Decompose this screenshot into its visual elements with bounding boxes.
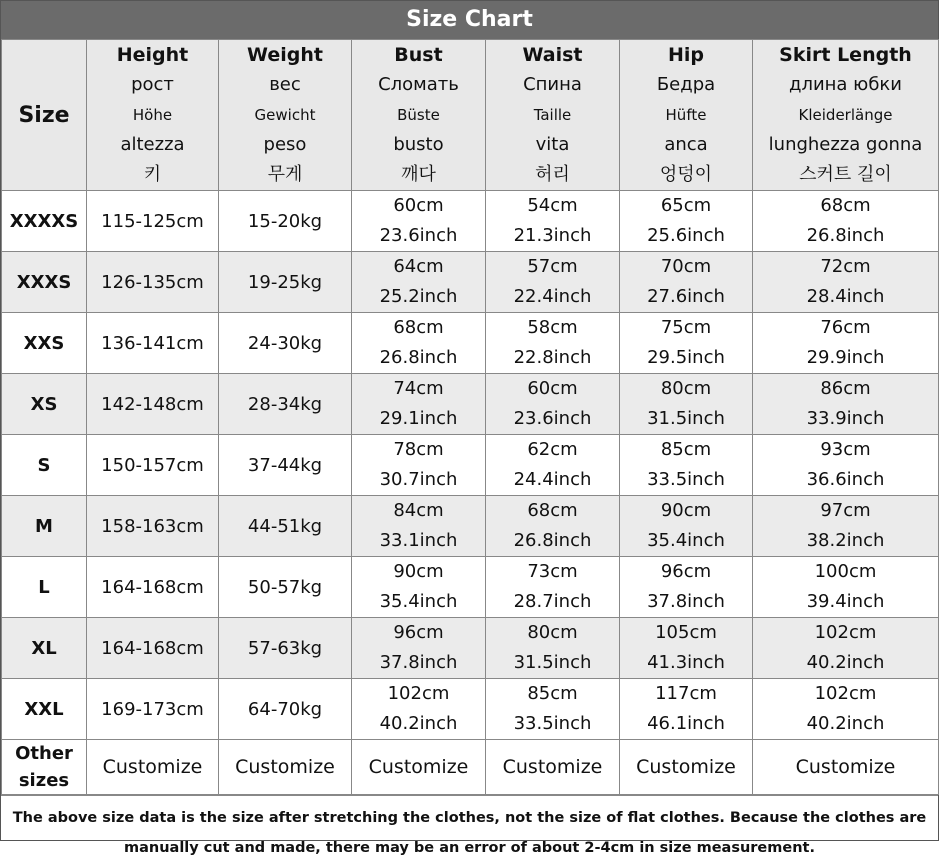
waist-cell xyxy=(486,435,620,496)
column-header-label: Gewicht xyxy=(254,106,316,124)
other-sizes-label-line: sizes xyxy=(18,770,70,791)
column-header-label: Höhe xyxy=(132,106,173,124)
column-header-label: Büste xyxy=(397,106,440,124)
bust-cm: 60cm xyxy=(393,195,444,216)
skirt-inch: 39.4inch xyxy=(806,591,885,612)
waist-cm: 60cm xyxy=(527,378,578,399)
hip-inch: 33.5inch xyxy=(647,469,725,490)
skirt-cell xyxy=(753,679,939,740)
skirt-cm: 97cm xyxy=(820,500,871,521)
height-cell: 126-135cm xyxy=(87,252,219,313)
waist-inch: 31.5inch xyxy=(513,652,592,673)
other-sizes-label-line: Other xyxy=(15,743,73,764)
size-cell: XXXXS xyxy=(2,191,87,252)
skirt-cm: 93cm xyxy=(820,439,871,460)
column-header-label: 깨다 xyxy=(401,164,436,185)
column-header-label: 스커트 길이 xyxy=(799,164,892,185)
weight-cell: 15-20kg xyxy=(219,191,352,252)
column-header xyxy=(620,40,753,191)
hip-cm: 105cm xyxy=(655,622,717,643)
hip-cell xyxy=(620,191,753,252)
bust-cm: 68cm xyxy=(393,317,444,338)
hip-cm: 117cm xyxy=(655,683,717,704)
skirt-cm: 100cm xyxy=(814,561,877,582)
bust-cm: 102cm xyxy=(387,683,450,704)
bust-cell xyxy=(352,618,486,679)
waist-inch: 26.8inch xyxy=(513,530,592,551)
column-header-label: 허리 xyxy=(535,164,570,185)
height-cell: 142-148cm xyxy=(87,374,219,435)
table-row xyxy=(2,191,939,252)
bust-cell xyxy=(352,557,486,618)
weight-cell: 64-70kg xyxy=(219,679,352,740)
skirt-inch: 28.4inch xyxy=(806,286,885,307)
skirt-cell xyxy=(753,435,939,496)
hip-inch: 25.6inch xyxy=(647,225,725,246)
waist-inch: 22.4inch xyxy=(513,286,592,307)
hip-inch: 27.6inch xyxy=(647,286,725,307)
weight-cell: 19-25kg xyxy=(219,252,352,313)
bust-inch: 30.7inch xyxy=(379,469,458,490)
bust-cm: 74cm xyxy=(393,378,444,399)
waist-cm: 57cm xyxy=(527,256,578,277)
column-header-label: lunghezza gonna xyxy=(768,134,923,155)
height-cell: 164-168cm xyxy=(87,618,219,679)
hip-cell xyxy=(620,618,753,679)
weight-cell: 24-30kg xyxy=(219,313,352,374)
table-row xyxy=(2,252,939,313)
waist-cell xyxy=(486,191,620,252)
chart-title: Size Chart xyxy=(1,1,938,39)
skirt-cell xyxy=(753,252,939,313)
skirt-cell xyxy=(753,191,939,252)
skirt-cm: 102cm xyxy=(814,683,877,704)
hip-inch: 31.5inch xyxy=(647,408,725,429)
column-header xyxy=(219,40,352,191)
bust-cell xyxy=(352,191,486,252)
note-line-1: The above size data is the size after stretching the clothes, not the size of flat clothes. Because the clothes are xyxy=(12,810,927,826)
height-cell: 164-168cm xyxy=(87,557,219,618)
column-header-label: Спина xyxy=(523,74,582,95)
hip-cm: 70cm xyxy=(660,256,712,277)
column-header-label: altezza xyxy=(120,134,185,155)
size-cell: XS xyxy=(2,374,87,435)
bust-inch: 25.2inch xyxy=(379,286,458,307)
hip-cell xyxy=(620,313,753,374)
table-row xyxy=(2,435,939,496)
hip-cell xyxy=(620,252,753,313)
bust-cell xyxy=(352,252,486,313)
column-header-label: Bust xyxy=(394,44,443,66)
customize-cell: Customize xyxy=(352,740,486,795)
height-cell: 115-125cm xyxy=(87,191,219,252)
hip-cm: 85cm xyxy=(660,439,712,460)
column-header-label: Taille xyxy=(533,106,572,124)
column-header-label: длина юбки xyxy=(789,74,902,95)
bust-inch: 37.8inch xyxy=(379,652,458,673)
column-header xyxy=(352,40,486,191)
hip-inch: 37.8inch xyxy=(647,591,725,612)
column-header xyxy=(87,40,219,191)
size-note xyxy=(1,795,938,856)
column-header-label: Height xyxy=(116,44,189,66)
header-row xyxy=(2,40,939,191)
waist-cm: 62cm xyxy=(527,439,578,460)
size-cell: S xyxy=(2,435,87,496)
hip-inch: 46.1inch xyxy=(647,713,725,734)
table-row xyxy=(2,557,939,618)
bust-inch: 33.1inch xyxy=(379,530,458,551)
height-cell: 158-163cm xyxy=(87,496,219,557)
other-sizes-row xyxy=(2,740,939,795)
bust-cm: 90cm xyxy=(393,561,444,582)
waist-cell xyxy=(486,374,620,435)
bust-cell xyxy=(352,496,486,557)
skirt-cm: 102cm xyxy=(814,622,877,643)
column-header-label: рост xyxy=(131,74,174,95)
waist-cell xyxy=(486,252,620,313)
table-row xyxy=(2,496,939,557)
hip-inch: 29.5inch xyxy=(647,347,725,368)
hip-cell xyxy=(620,679,753,740)
bust-cm: 84cm xyxy=(393,500,444,521)
skirt-inch: 40.2inch xyxy=(806,713,885,734)
skirt-inch: 38.2inch xyxy=(806,530,885,551)
hip-cm: 96cm xyxy=(660,561,712,582)
hip-cell xyxy=(620,557,753,618)
hip-inch: 35.4inch xyxy=(647,530,725,551)
size-cell: XXXS xyxy=(2,252,87,313)
customize-cell: Customize xyxy=(486,740,620,795)
column-header-label: Skirt Length xyxy=(779,44,912,66)
hip-cell xyxy=(620,374,753,435)
table-row xyxy=(2,618,939,679)
bust-inch: 26.8inch xyxy=(379,347,458,368)
bust-cell xyxy=(352,435,486,496)
customize-cell: Customize xyxy=(620,740,753,795)
skirt-inch: 29.9inch xyxy=(806,347,885,368)
waist-cm: 58cm xyxy=(527,317,578,338)
skirt-inch: 33.9inch xyxy=(806,408,885,429)
size-cell: XXL xyxy=(2,679,87,740)
table-row xyxy=(2,313,939,374)
column-header-label: Waist xyxy=(522,44,583,66)
waist-inch: 21.3inch xyxy=(513,225,592,246)
height-cell: 150-157cm xyxy=(87,435,219,496)
skirt-inch: 40.2inch xyxy=(806,652,885,673)
weight-cell: 57-63kg xyxy=(219,618,352,679)
hip-cm: 80cm xyxy=(660,378,712,399)
bust-inch: 35.4inch xyxy=(379,591,458,612)
skirt-cm: 76cm xyxy=(820,317,871,338)
hip-cell xyxy=(620,435,753,496)
note-line-2: manually cut and made, there may be an error of about 2-4cm in size measurement. xyxy=(124,840,815,856)
column-header-label: busto xyxy=(393,134,444,155)
bust-cell xyxy=(352,374,486,435)
column-header-label: vita xyxy=(535,134,570,155)
waist-cell xyxy=(486,557,620,618)
column-header-label: вес xyxy=(269,74,301,95)
size-cell: M xyxy=(2,496,87,557)
size-table xyxy=(1,39,939,795)
waist-inch: 33.5inch xyxy=(513,713,592,734)
waist-cm: 80cm xyxy=(527,622,578,643)
table-body xyxy=(2,191,939,795)
height-cell: 136-141cm xyxy=(87,313,219,374)
column-header-label: Hip xyxy=(667,44,704,66)
weight-cell: 44-51kg xyxy=(219,496,352,557)
customize-cell: Customize xyxy=(753,740,939,795)
size-cell: XXS xyxy=(2,313,87,374)
waist-inch: 28.7inch xyxy=(513,591,592,612)
column-header-label: 키 xyxy=(143,164,162,185)
skirt-cell xyxy=(753,618,939,679)
bust-inch: 23.6inch xyxy=(379,225,458,246)
customize-cell: Customize xyxy=(219,740,352,795)
skirt-cell xyxy=(753,496,939,557)
bust-cm: 96cm xyxy=(393,622,444,643)
bust-inch: 29.1inch xyxy=(379,408,458,429)
waist-cm: 85cm xyxy=(527,683,578,704)
column-header-label: Kleiderlänge xyxy=(798,106,893,124)
column-header-label: anca xyxy=(664,134,708,155)
skirt-inch: 26.8inch xyxy=(806,225,885,246)
hip-cell xyxy=(620,496,753,557)
bust-cm: 78cm xyxy=(393,439,444,460)
size-cell: XL xyxy=(2,618,87,679)
column-header xyxy=(486,40,620,191)
skirt-cm: 68cm xyxy=(820,195,871,216)
skirt-inch: 36.6inch xyxy=(806,469,885,490)
column-header-label: Hüfte xyxy=(665,106,707,124)
skirt-cell xyxy=(753,557,939,618)
bust-cell xyxy=(352,313,486,374)
weight-cell: 28-34kg xyxy=(219,374,352,435)
waist-inch: 24.4inch xyxy=(513,469,592,490)
skirt-cm: 86cm xyxy=(820,378,871,399)
weight-cell: 37-44kg xyxy=(219,435,352,496)
column-header-label: 엉덩이 xyxy=(659,164,713,185)
column-header-label: peso xyxy=(263,134,307,155)
size-header: Size xyxy=(2,40,87,191)
waist-inch: 23.6inch xyxy=(513,408,592,429)
table-row xyxy=(2,374,939,435)
height-cell: 169-173cm xyxy=(87,679,219,740)
size-cell: L xyxy=(2,557,87,618)
waist-cm: 54cm xyxy=(527,195,578,216)
skirt-cm: 72cm xyxy=(820,256,871,277)
bust-cm: 64cm xyxy=(393,256,444,277)
waist-cell xyxy=(486,618,620,679)
waist-inch: 22.8inch xyxy=(513,347,592,368)
column-header-label: Бедра xyxy=(656,74,716,95)
column-header-label: 무게 xyxy=(267,164,303,185)
other-sizes-label xyxy=(2,740,87,795)
table-row xyxy=(2,679,939,740)
hip-cm: 90cm xyxy=(660,500,712,521)
weight-cell: 50-57kg xyxy=(219,557,352,618)
bust-inch: 40.2inch xyxy=(379,713,458,734)
skirt-cell xyxy=(753,374,939,435)
hip-inch: 41.3inch xyxy=(647,652,725,673)
waist-cm: 68cm xyxy=(527,500,578,521)
waist-cell xyxy=(486,679,620,740)
waist-cm: 73cm xyxy=(527,561,578,582)
hip-cm: 75cm xyxy=(660,317,712,338)
skirt-cell xyxy=(753,313,939,374)
bust-cell xyxy=(352,679,486,740)
customize-cell: Customize xyxy=(87,740,219,795)
column-header xyxy=(753,40,939,191)
waist-cell xyxy=(486,313,620,374)
column-header-label: Сломать xyxy=(378,74,459,95)
waist-cell xyxy=(486,496,620,557)
hip-cm: 65cm xyxy=(660,195,712,216)
column-header-label: Weight xyxy=(247,44,323,66)
